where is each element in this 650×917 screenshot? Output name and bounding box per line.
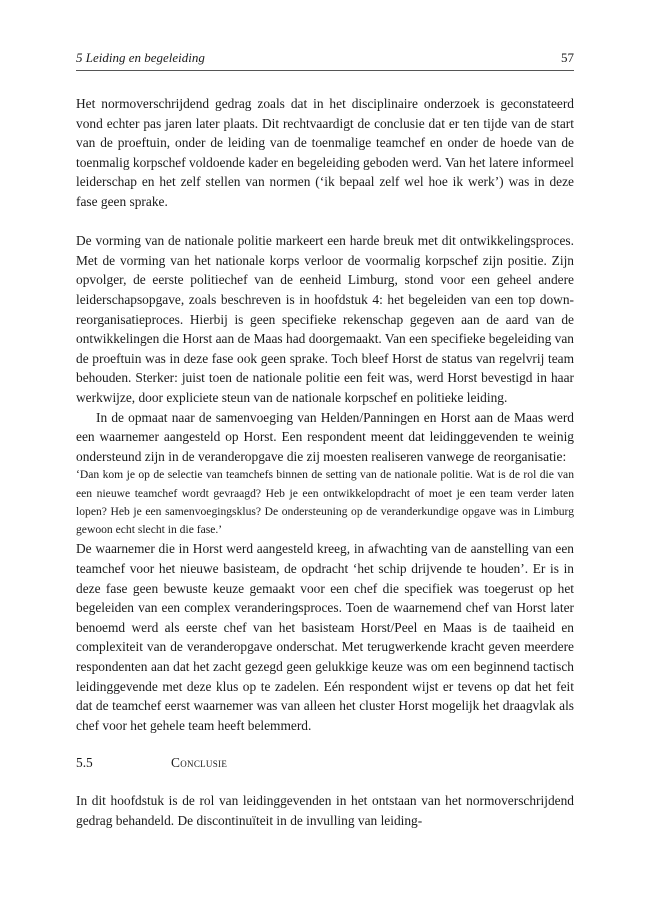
running-header xyxy=(76,50,574,71)
paragraph: De vorming van de nationale politie markeert een harde breuk met dit ontwikkelingsproces. Met de vorming van het nationale korps verloor de voormalig korpschef zijn positie. Zijn opvolger, de eerste politiechef van de eenheid Limburg, stond voor een geheel andere leiderschapsopgave, zoals beschreven is in hoofdstuk 4: het begeleiden van een top down-reorganisatieproces. Hierbij is geen specifieke rekenschap gegeven aan de aard van de ontwikkelingen die Horst aan de Maas had doorgemaakt. Van een specifieke begeleiding van de proeftuin was in deze fase ook geen sprake. Toch bleef Horst de status van regelvrij team behouden. Sterker: juist toen de nationale politie een feit was, werd Horst bevestigd in haar werkwijze, door expliciete steun van de nationale korpschef en politieke leiding. xyxy=(76,233,574,405)
section-number: 5.5 xyxy=(76,755,93,771)
paragraph: In de opmaat naar de samenvoeging van Helden/Panningen en Horst aan de Maas werd een waarnemer aangesteld op Horst. Een respondent meent dat leidinggevenden te weinig ondersteund zijn in de veranderopgave die zij moesten realiseren vanwege de reorganisatie: xyxy=(76,409,574,464)
paragraph: Het normoverschrijdend gedrag zoals dat in het disciplinaire onderzoek is geconstateerd vond echter pas jaren later plaats. Dit rechtvaardigt de conclusie dat er ten tijde van de start van de proeftuin, onder de leiding van de toenmalige teamchef en onder de hoede van de toenmalig korpschef voldoende kader en begeleiding geboden werd. Van het latere informeel leiderschap en het zelf stellen van normen (‘ik bepaal zelf wel hoe ik werk’) was in deze fase geen sprake. xyxy=(76,96,574,209)
paragraph: De waarnemer die in Horst werd aangesteld kreeg, in afwachting van de aanstelling van een teamchef voor het nieuwe basisteam, de opdracht ‘het schip drijvende te houden’. Er is in deze fase geen bewuste keuze gemaakt voor een chef die specifiek was toegerust op het begeleiden van een complex veranderingsproces. Toen de waarnemend chef van Horst later benoemd werd als eerste chef van het basisteam Horst/Peel en Maas is de taaiheid en complexiteit van de veranderopgave onderschat. Met terugwerkende kracht geven meerdere respondenten aan dat het zacht gezegd geen gelukkige keuze was om een beginnend tactisch leidinggevende met deze klus op te zadelen. Eén respondent wijst er tevens op dat het feit dat de teamchef eerst waarnemer was van alleen het cluster Horst mogelijk het draagvlak als chef voor het gehele team heeft belemmerd. xyxy=(76,541,574,733)
paragraph: In dit hoofdstuk is de rol van leidinggevenden in het ontstaan van het normoverschrijdend gedrag behandeld. De discontinuïteit in de invulling van leiding- xyxy=(76,793,574,828)
section-heading xyxy=(76,753,574,773)
section-title: Conclusie xyxy=(171,755,228,771)
page-number: 57 xyxy=(561,50,574,65)
block-quote: ‘Dan kom je op de selectie van teamchefs binnen de setting van de nationale politie. Wat is de rol die van een nieuwe teamchef wordt gevraagd? Heb je een ontwikkelopdracht of moet je een team verder laten lopen? Heb je een samenvoegingsklus? De ondersteuning op de veranderkundige opgave was in Limburg gewoon echt slecht in die fase.’ xyxy=(76,468,574,537)
paragraph-gap xyxy=(76,212,574,232)
chapter-title: 5 Leiding en begeleiding xyxy=(76,50,205,65)
page-body xyxy=(76,94,574,830)
